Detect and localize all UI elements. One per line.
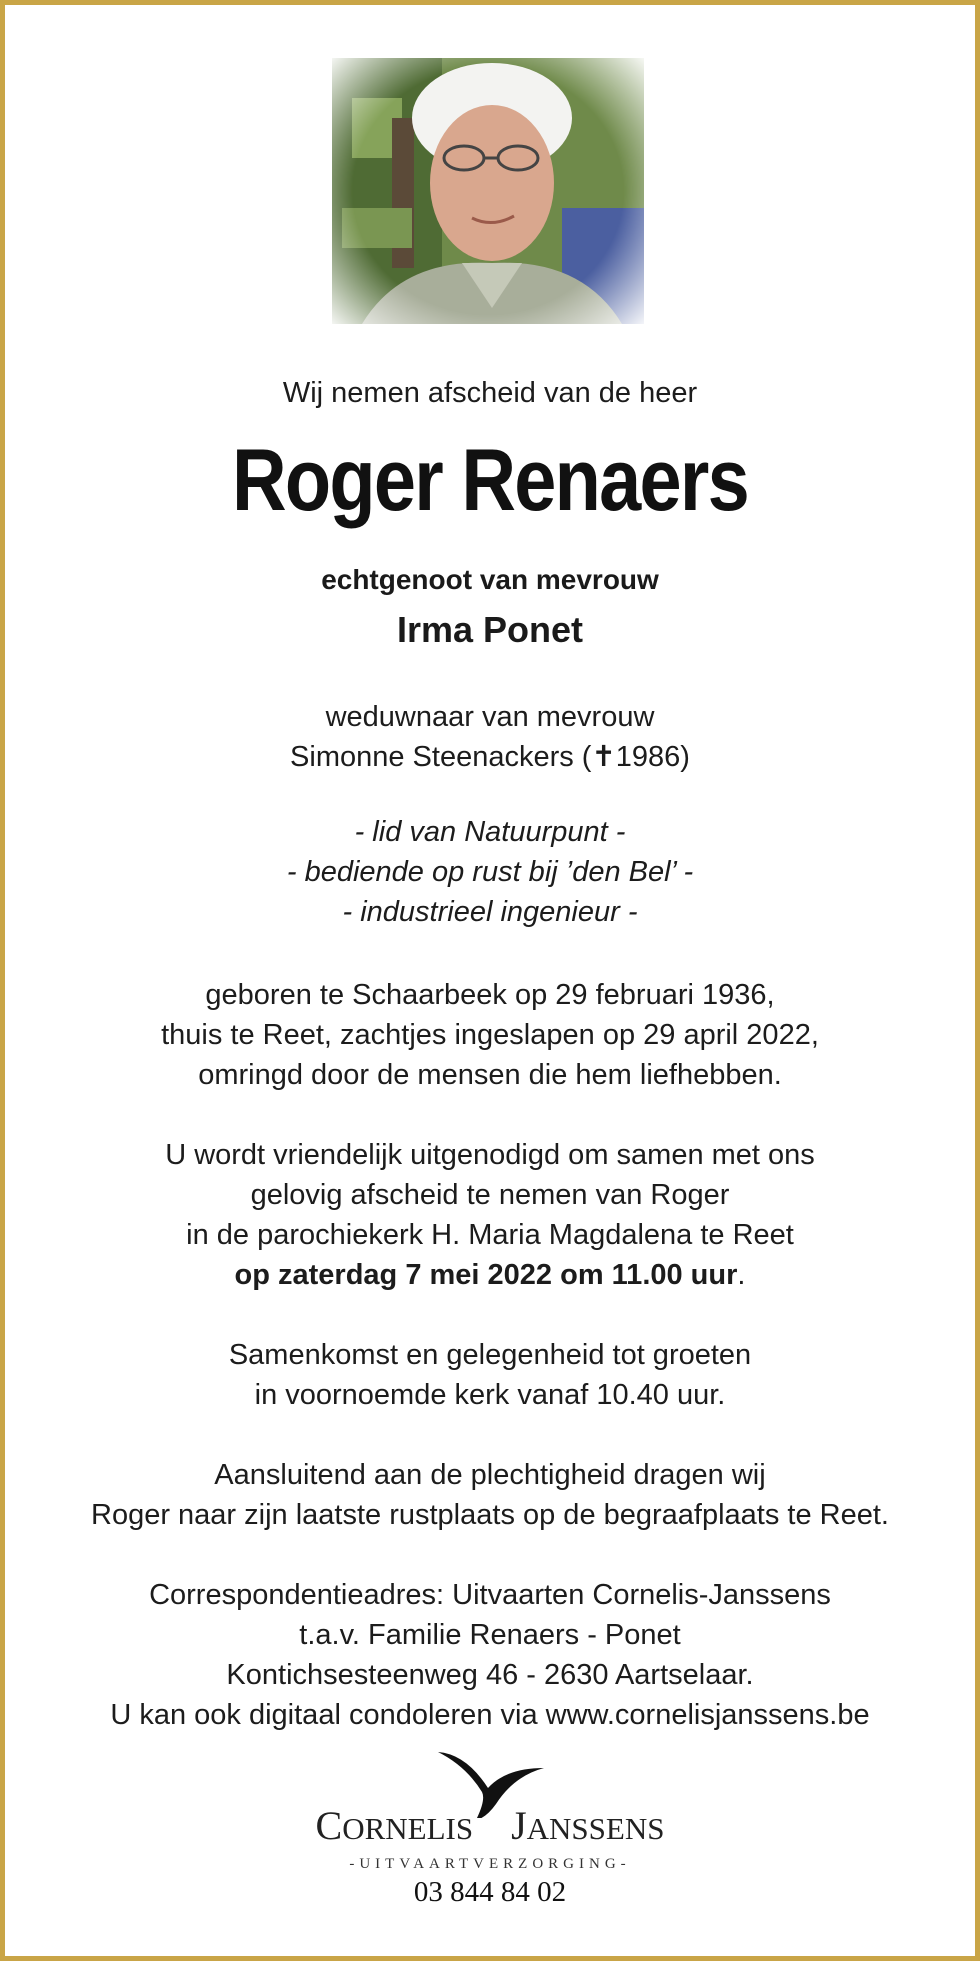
- logo-initial-j: J: [511, 1803, 527, 1848]
- invitation-line: in de parochiekerk H. Maria Magdalena te Reet: [186, 1219, 794, 1251]
- logo-name-rest-1: ORNELIS: [342, 1811, 474, 1846]
- birth-death-line: geboren te Schaarbeek op 29 februari 1936,: [205, 979, 775, 1011]
- widower-year: 1986): [615, 741, 690, 773]
- burial-line: Aansluitend aan de plechtigheid dragen wij: [214, 1459, 766, 1491]
- deceased-name: Roger Renaers: [231, 430, 748, 529]
- correspondence-line: Kontichsesteenweg 46 - 2630 Aartselaar.: [226, 1659, 754, 1691]
- spouse-name: Irma Ponet: [396, 609, 584, 650]
- birth-death-line: thuis te Reet, zachtjes ingeslapen op 29 april 2022,: [161, 1019, 819, 1051]
- portrait-photo: [332, 58, 644, 324]
- role-line: - industrieel ingenieur -: [342, 896, 638, 928]
- logo-name-rest-2: ANSSENS: [526, 1811, 665, 1846]
- invitation-line: U wordt vriendelijk uitgenodigd om samen met ons: [165, 1139, 815, 1171]
- cross-icon: ✝: [591, 741, 616, 773]
- burial-line: Roger naar zijn laatste rustplaats op de begraafplaats te Reet.: [91, 1499, 889, 1531]
- widower-name-text: Simonne Steenackers (: [290, 741, 592, 773]
- gathering-line: Samenkomst en gelegenheid tot groeten: [228, 1339, 752, 1371]
- intro-text: Wij nemen afscheid van de heer: [282, 377, 698, 409]
- ceremony-date-period: .: [737, 1259, 746, 1291]
- logo-subtitle: -UITVAARTVERZORGING-: [349, 1856, 631, 1872]
- birth-death-line: omringd door de mensen die hem liefhebben.: [198, 1059, 782, 1091]
- role-line: - bediende op rust bij ’den Bel’ -: [286, 856, 694, 888]
- invitation-line: gelovig afscheid te nemen van Roger: [250, 1179, 730, 1211]
- widower-name: [0, 737, 980, 777]
- logo-initial-c: C: [315, 1803, 343, 1848]
- funeral-home-logo: [0, 1748, 980, 1928]
- condolence-link-line: U kan ook digitaal condoleren via www.cornelisjanssens.be: [110, 1699, 870, 1731]
- role-line: - lid van Natuurpunt -: [354, 816, 626, 848]
- widower-label: weduwnaar van mevrouw: [325, 701, 655, 733]
- ceremony-date: [0, 1255, 980, 1295]
- correspondence-line: t.a.v. Familie Renaers - Ponet: [299, 1619, 681, 1651]
- spouse-label: echtgenoot van mevrouw: [321, 564, 659, 595]
- logo-phone: 03 844 84 02: [413, 1876, 567, 1908]
- logo-name: [0, 1802, 980, 1849]
- correspondence-line: Correspondentieadres: Uitvaarten Cornelis-Janssens: [149, 1579, 831, 1611]
- ceremony-date-text: op zaterdag 7 mei 2022 om 11.00 uur: [234, 1259, 738, 1291]
- gathering-line: in voornoemde kerk vanaf 10.40 uur.: [254, 1379, 726, 1411]
